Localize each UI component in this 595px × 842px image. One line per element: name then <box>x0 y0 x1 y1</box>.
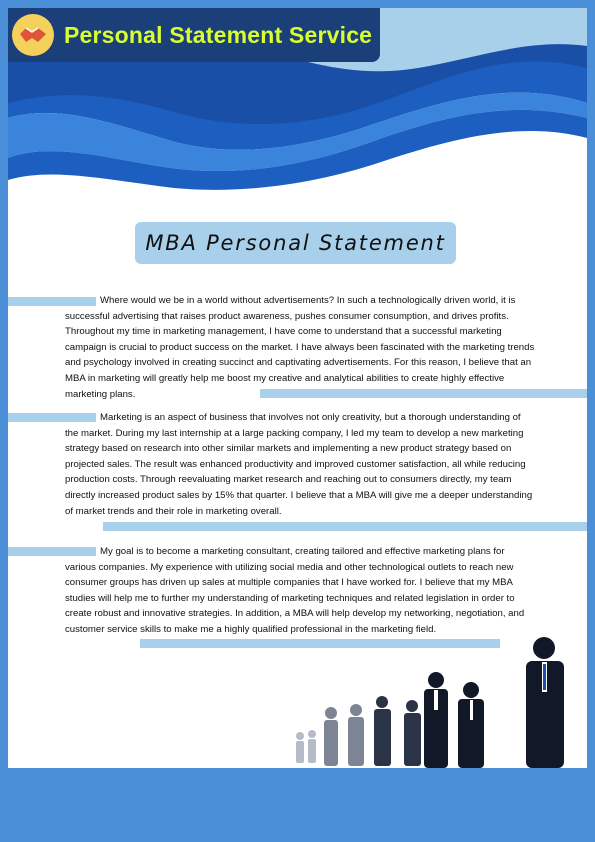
business-people-silhouettes <box>286 628 587 768</box>
document-title: MBA Personal Statement <box>145 231 446 255</box>
paragraph-3: My goal is to become a marketing consultant, creating tailored and effective marketing plans for various companies. My experience with utilizing social media and other technological outlets to reach new consumer groups has driven up sales at multiple companies that I have worked for. I believe that my MBA studies will help me to further my understanding of marketing techniques and related legislation in order to create robust and innovative strategies. In addition, a MBA will help develop my networking, negotiation, and customer service skills to make me a highly qualified professional in the marketing field. <box>65 546 525 635</box>
header-banner <box>8 8 380 62</box>
handshake-icon <box>12 14 54 56</box>
paragraph-bar-decoration <box>260 389 587 398</box>
document-title-box <box>135 222 456 264</box>
bottom-frame <box>0 768 595 842</box>
paragraph-bar-decoration <box>103 522 587 531</box>
page-sheet <box>8 8 587 768</box>
brand-title: Personal Statement Service <box>64 21 373 48</box>
paragraph-2: Marketing is an aspect of business that involves not only creativity, but a thorough understanding of the market. During my last internship at a large packing company, I led my team to develop a new marketing strategy based on research into other similar markets and implementing a new product strategy based on projected sales. The result was enhanced productivity and improved customer satisfaction, all while reducing production costs. Through reevaluating market research and reaching out to consumers directly, my team directly increased product sales by 15% that quarter. I believe that a MBA will give me a deeper understanding of market trends and their role in marketing overall. <box>65 412 533 517</box>
paragraph-1: Where would we be in a world without advertisements? In such a technologically driven world, it is successful advertising that raises product awareness, pushes consumer consumption, and drives profits. Throughout my time in marketing management, I have come to understand that a successful marketing campaign is crucial to product success on the market. I have always been fascinated with the marketing trends and psychology involved in creating succinct and captivating advertisements. For this reason, I believe that an MBA in marketing will greatly help me boost my creative and analytical abilities to create highly effective marketing plans. <box>65 295 535 400</box>
